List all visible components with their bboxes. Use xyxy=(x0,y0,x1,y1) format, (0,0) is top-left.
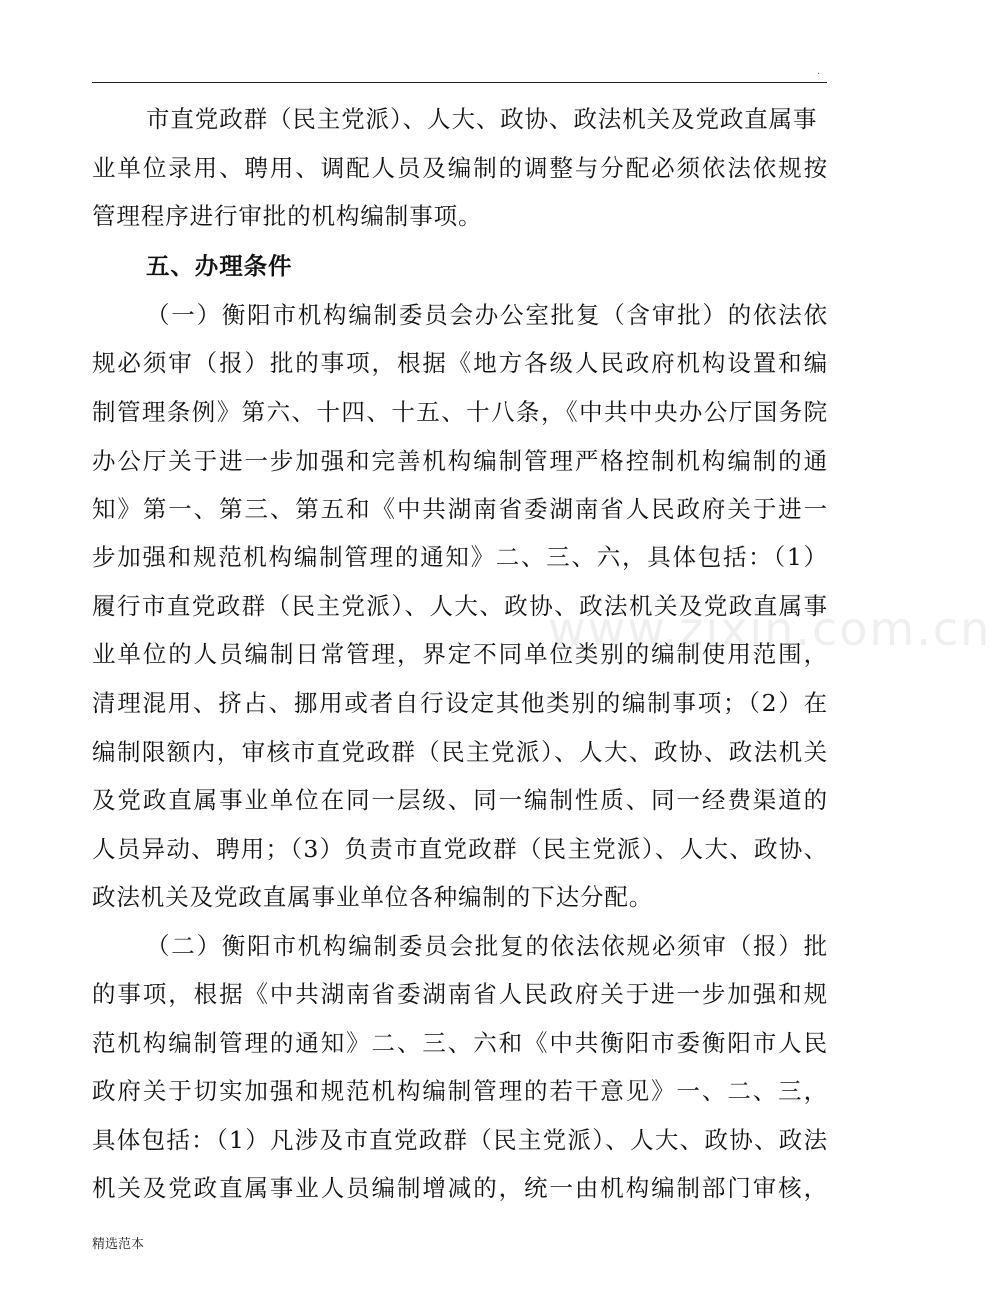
footer-label: 精选范本 xyxy=(92,1237,145,1252)
text-line: 的事项，根据《中共湖南省委湖南省人民政府关于进一步加强和规 xyxy=(92,980,828,1008)
text-line: 知》第一、第三、第五和《中共湖南省委湖南省人民政府关于进一 xyxy=(92,495,828,523)
text-line: 管理程序进行审批的机构编制事项。 xyxy=(92,202,483,230)
text-line: 机关及党政直属事业人员编制增减的，统一由机构编制部门审核， xyxy=(92,1174,828,1202)
watermark: www.zixin.com.cn xyxy=(548,602,991,656)
text-line: （二）衡阳市机构编制委员会批复的依法依规必须审（报）批 xyxy=(146,932,828,960)
text-line: 业单位录用、聘用、调配人员及编制的调整与分配必须依法依规按 xyxy=(92,154,828,182)
text-line: （一）衡阳市机构编制委员会办公室批复（含审批）的依法依 xyxy=(146,301,828,329)
text-line: 政府关于切实加强和规范机构编制管理的若干意见》一、二、三， xyxy=(92,1077,828,1105)
text-line: 清理混用、挤占、挪用或者自行设定其他类别的编制事项；（2）在 xyxy=(92,689,828,717)
text-line: 范机构编制管理的通知》二、三、六和《中共衡阳市委衡阳市人民 xyxy=(92,1029,828,1057)
text-line: 人员异动、聘用；（3）负责市直党政群（民主党派）、人大、政协、 xyxy=(92,835,828,863)
text-line: 办公厅关于进一步加强和完善机构编制管理严格控制机构编制的通 xyxy=(92,447,828,475)
text-line: 政法机关及党政直属事业单位各种编制的下达分配。 xyxy=(92,883,654,911)
text-line: 编制限额内，审核市直党政群（民主党派）、人大、政协、政法机关 xyxy=(92,738,828,766)
text-line: 业单位的人员编制日常管理，界定不同单位类别的编制使用范围， xyxy=(92,640,828,668)
header-rule xyxy=(92,82,827,83)
header-dot: . xyxy=(817,66,821,77)
text-line: 具体包括：（1）凡涉及市直党政群（民主党派）、人大、政协、政法 xyxy=(92,1126,828,1154)
text-line: 规必须审（报）批的事项，根据《地方各级人民政府机构设置和编 xyxy=(92,349,828,377)
text-line: 步加强和规范机构编制管理的通知》二、三、六，具体包括：（1） xyxy=(92,543,828,571)
text-line: 及党政直属事业单位在同一层级、同一编制性质、同一经费渠道的 xyxy=(92,786,828,814)
text-line: 市直党政群（民主党派）、人大、政协、政法机关及党政直属事 xyxy=(146,105,818,133)
text-line: 履行市直党政群（民主党派）、人大、政协、政法机关及党政直属事 xyxy=(92,592,828,620)
section-heading: 五、办理条件 xyxy=(146,252,293,280)
text-line: 制管理条例》第六、十四、十五、十八条，《中共中央办公厅国务院 xyxy=(92,398,828,426)
